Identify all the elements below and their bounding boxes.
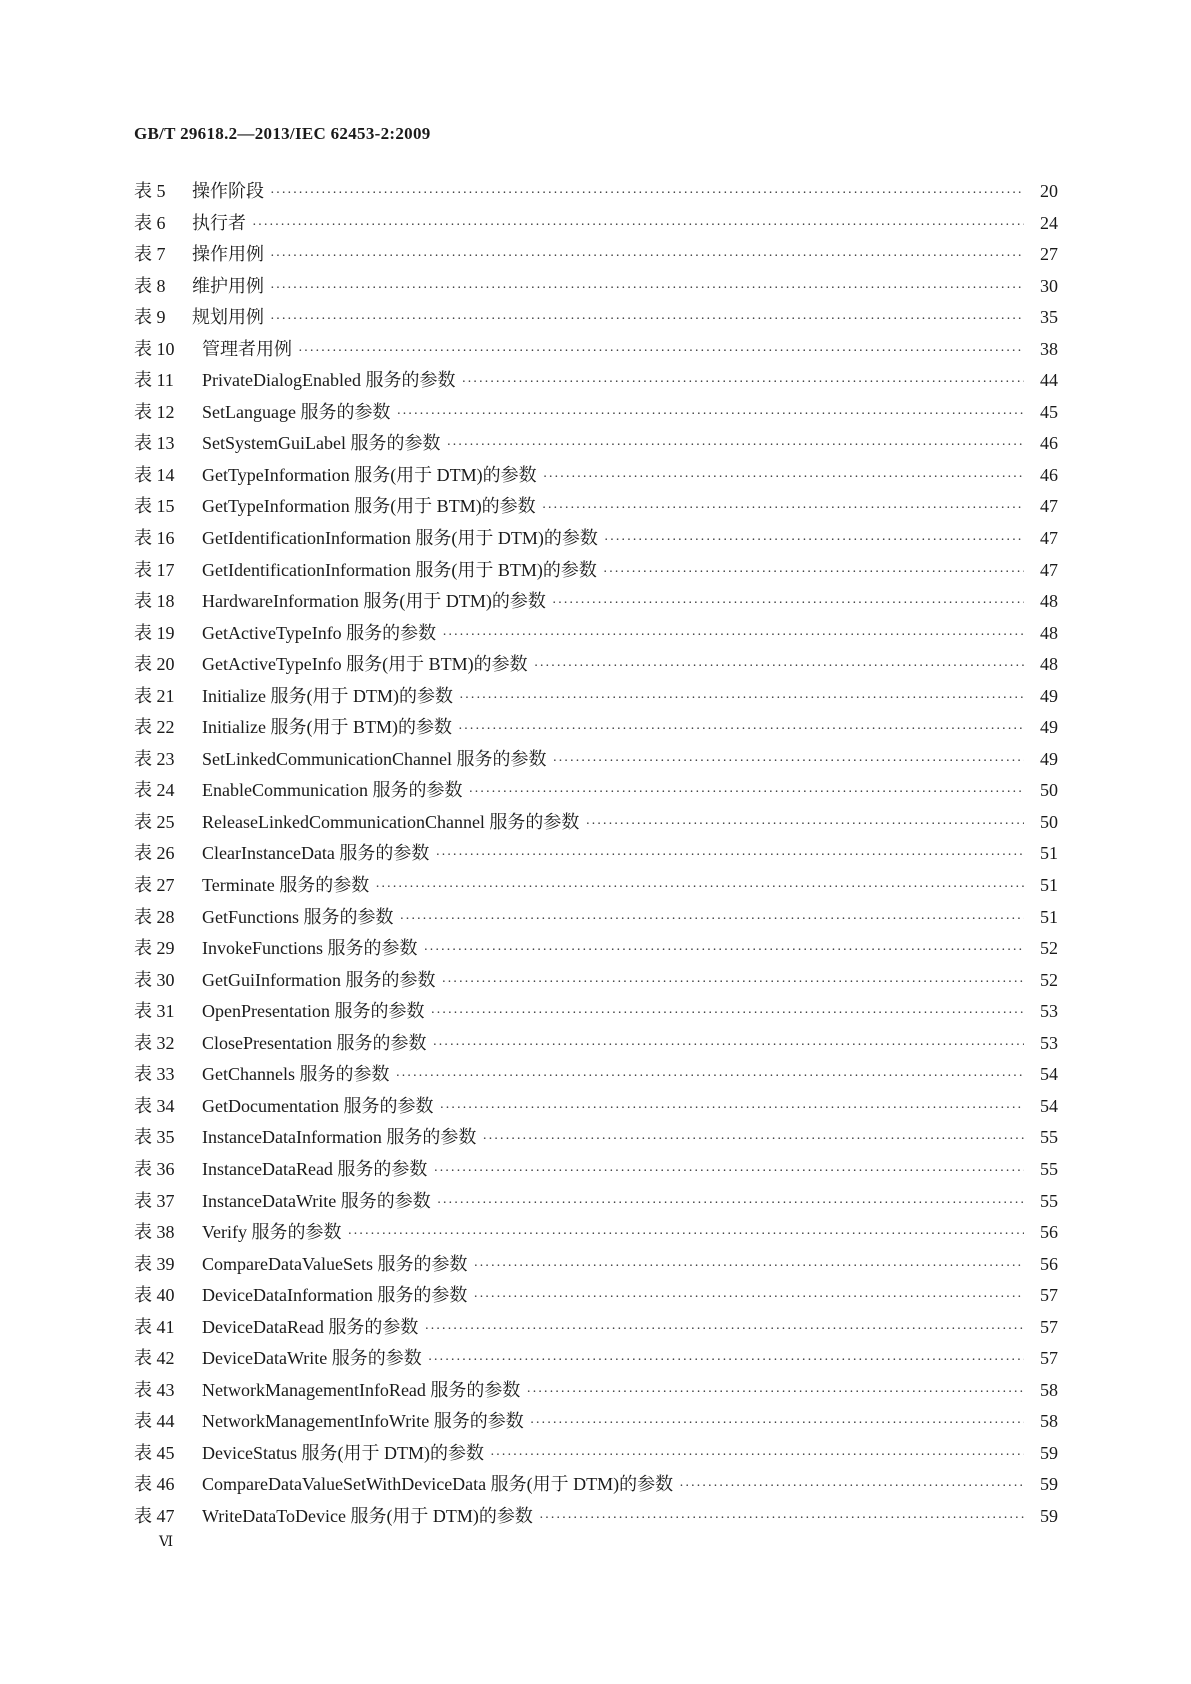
page-number-footer: Ⅵ: [159, 1535, 174, 1550]
toc-row[interactable]: [134, 1376, 1058, 1408]
toc-title: InstanceDataRead 服务的参数: [202, 1158, 428, 1179]
toc-table-number: 表 13: [134, 433, 175, 454]
toc-row[interactable]: [134, 1313, 1058, 1345]
toc-title: CompareDataValueSets 服务的参数: [202, 1253, 468, 1274]
toc-row[interactable]: [134, 177, 1058, 209]
toc-table-number: 表 5: [134, 181, 166, 201]
toc-row[interactable]: [134, 1029, 1058, 1061]
toc-row[interactable]: [134, 1060, 1058, 1092]
toc-row[interactable]: [134, 1155, 1058, 1187]
toc-row[interactable]: [134, 650, 1058, 682]
toc-table-number: 表 41: [134, 1316, 175, 1337]
toc-page-number: 52: [1040, 969, 1058, 990]
toc-title: DeviceDataInformation 服务的参数: [202, 1285, 468, 1306]
toc-table-number: 表 29: [134, 938, 175, 959]
toc-table-number: 表 31: [134, 1001, 175, 1022]
toc-table-number: 表 21: [134, 685, 175, 706]
toc-page-number: 48: [1040, 591, 1058, 612]
toc-table-number: 表 23: [134, 748, 175, 769]
toc-row[interactable]: [134, 839, 1058, 871]
toc-row[interactable]: [134, 366, 1058, 398]
toc-page-number: 47: [1040, 528, 1058, 549]
toc-title: SetLanguage 服务的参数: [202, 401, 391, 422]
toc-page-number: 56: [1040, 1222, 1058, 1243]
dot-leader: [552, 596, 1024, 612]
toc-page-number: 44: [1040, 370, 1058, 391]
dot-leader: [439, 1101, 1024, 1117]
toc-row[interactable]: [134, 713, 1058, 745]
toc-title: Initialize 服务(用于 DTM)的参数: [202, 685, 453, 706]
toc-page-number: 53: [1040, 1032, 1058, 1053]
toc-row[interactable]: [134, 776, 1058, 808]
dot-leader: [433, 1164, 1024, 1180]
toc-table-number: 表 36: [134, 1158, 175, 1179]
toc-table-number: 表 25: [134, 811, 175, 832]
toc-title: DeviceDataRead 服务的参数: [202, 1316, 419, 1337]
toc-page-number: 24: [1040, 212, 1058, 233]
toc-table-number: 表 46: [134, 1474, 175, 1495]
dot-leader: [424, 1322, 1024, 1338]
toc-page-number: 47: [1040, 496, 1058, 517]
toc-row[interactable]: [134, 997, 1058, 1029]
toc-row[interactable]: [134, 903, 1058, 935]
dot-leader: [270, 312, 1024, 328]
dot-leader: [458, 722, 1024, 738]
toc-table-number: 表 24: [134, 780, 175, 801]
toc-row[interactable]: [134, 1187, 1058, 1219]
toc-table-number: 表 40: [134, 1285, 175, 1306]
dot-leader: [430, 1006, 1024, 1022]
dot-leader: [526, 1385, 1024, 1401]
toc-table-number: 表 44: [134, 1411, 175, 1432]
toc-row[interactable]: [134, 492, 1058, 524]
toc-page-number: 50: [1040, 780, 1058, 801]
toc-title: GetTypeInformation 服务(用于 BTM)的参数: [202, 496, 536, 517]
dot-leader: [552, 754, 1024, 770]
dot-leader: [461, 375, 1024, 391]
toc-title: WriteDataToDevice 服务(用于 DTM)的参数: [202, 1505, 533, 1526]
toc-row[interactable]: [134, 619, 1058, 651]
toc-page-number: 38: [1040, 338, 1058, 359]
toc-table-number: 表 20: [134, 654, 175, 675]
toc-page-number: 52: [1040, 938, 1058, 959]
toc-row[interactable]: [134, 1218, 1058, 1250]
toc-title: OpenPresentation 服务的参数: [202, 1001, 425, 1022]
toc-page-number: 51: [1040, 906, 1058, 927]
toc-page-number: 54: [1040, 1095, 1058, 1116]
toc-table-number: 表 15: [134, 496, 175, 517]
toc-row[interactable]: [134, 1407, 1058, 1439]
dot-leader: [424, 943, 1025, 959]
toc-table-number: 表 14: [134, 464, 175, 485]
dot-leader: [459, 691, 1024, 707]
toc-table-number: 表 47: [134, 1505, 175, 1526]
toc-title: GetFunctions 服务的参数: [202, 906, 394, 927]
toc-table-number: 表 9: [134, 307, 166, 328]
toc-row[interactable]: [134, 1281, 1058, 1313]
toc-page-number: 57: [1040, 1316, 1058, 1337]
toc-title: SetLinkedCommunicationChannel 服务的参数: [202, 748, 547, 769]
toc-title: GetActiveTypeInfo 服务的参数: [202, 622, 437, 643]
toc-table-number: 表 34: [134, 1095, 175, 1116]
toc-page-number: 57: [1040, 1285, 1058, 1306]
toc-title: GetActiveTypeInfo 服务(用于 BTM)的参数: [202, 654, 528, 675]
dot-leader: [542, 501, 1024, 517]
toc-table-number: 表 10: [134, 338, 175, 359]
toc-row[interactable]: [134, 1344, 1058, 1376]
toc-table-number: 表 22: [134, 717, 175, 738]
dot-leader: [585, 817, 1024, 833]
toc-table-number: 表 7: [134, 244, 166, 265]
toc-table-number: 表 18: [134, 591, 175, 612]
toc-page-number: 57: [1040, 1348, 1058, 1369]
toc-row[interactable]: [134, 240, 1058, 272]
toc-page-number: 49: [1040, 717, 1058, 738]
toc-row[interactable]: [134, 1123, 1058, 1155]
dot-leader: [441, 975, 1024, 991]
toc-title: GetChannels 服务的参数: [202, 1064, 390, 1085]
toc-page-number: 46: [1040, 464, 1058, 485]
dot-leader: [603, 565, 1024, 581]
toc-page-number: 56: [1040, 1253, 1058, 1274]
toc-row[interactable]: [134, 429, 1058, 461]
toc-page-number: 55: [1040, 1158, 1058, 1179]
toc-title: NetworkManagementInfoWrite 服务的参数: [202, 1411, 524, 1432]
toc-page-number: 53: [1040, 1001, 1058, 1022]
toc-table-number: 表 30: [134, 969, 175, 990]
toc-title: InstanceDataWrite 服务的参数: [202, 1190, 431, 1211]
toc-table-number: 表 38: [134, 1222, 175, 1243]
toc-title: GetIdentificationInformation 服务(用于 BTM)的参数: [202, 559, 597, 580]
toc-page-number: 51: [1040, 875, 1058, 896]
toc-table-number: 表 39: [134, 1253, 175, 1274]
dot-leader: [473, 1259, 1024, 1275]
toc-row[interactable]: [134, 556, 1058, 588]
document-standard-header: GB/T 29618.2—2013/IEC 62453-2:2009: [134, 124, 431, 143]
toc-page-number: 27: [1040, 244, 1058, 265]
toc-title: InstanceDataInformation 服务的参数: [202, 1127, 477, 1148]
dot-leader: [490, 1448, 1024, 1464]
toc-page-number: 49: [1040, 685, 1058, 706]
dot-leader: [543, 470, 1024, 486]
dot-leader: [428, 1353, 1024, 1369]
toc-row[interactable]: [134, 1502, 1058, 1534]
dot-leader: [298, 344, 1024, 360]
toc-row[interactable]: [134, 335, 1058, 367]
dot-leader: [473, 1290, 1024, 1306]
toc-row[interactable]: [134, 682, 1058, 714]
toc-page-number: 51: [1040, 843, 1058, 864]
dot-leader: [395, 1069, 1024, 1085]
toc-row[interactable]: [134, 272, 1058, 304]
toc-page-number: 50: [1040, 811, 1058, 832]
toc-page-number: 45: [1040, 401, 1058, 422]
toc-table-number: 表 35: [134, 1127, 175, 1148]
toc-row[interactable]: [134, 808, 1058, 840]
dot-leader: [468, 785, 1024, 801]
dot-leader: [482, 1132, 1024, 1148]
toc-page-number: 59: [1040, 1442, 1058, 1463]
toc-title: ClearInstanceData 服务的参数: [202, 843, 430, 864]
toc-title: GetTypeInformation 服务(用于 DTM)的参数: [202, 464, 537, 485]
toc-table-number: 表 37: [134, 1190, 175, 1211]
toc-page-number: 54: [1040, 1064, 1058, 1085]
toc-page-number: 30: [1040, 275, 1058, 296]
toc-title: DeviceDataWrite 服务的参数: [202, 1348, 422, 1369]
toc-page-number: 58: [1040, 1411, 1058, 1432]
toc-title: ReleaseLinkedCommunicationChannel 服务的参数: [202, 811, 580, 832]
toc-title: 操作用例: [192, 244, 264, 265]
dot-leader: [270, 281, 1024, 297]
toc-title: PrivateDialogEnabled 服务的参数: [202, 370, 456, 391]
toc-page-number: 46: [1040, 433, 1058, 454]
toc-row[interactable]: [134, 871, 1058, 903]
toc-page-number: 58: [1040, 1379, 1058, 1400]
toc-page-number: 35: [1040, 307, 1058, 328]
toc-row[interactable]: [134, 745, 1058, 777]
toc-page-number: 20: [1040, 181, 1058, 201]
toc-title: Terminate 服务的参数: [202, 875, 370, 896]
toc-table-number: 表 19: [134, 622, 175, 643]
toc-title: 维护用例: [192, 275, 264, 296]
toc-page-number: 48: [1040, 654, 1058, 675]
dot-leader: [534, 659, 1024, 675]
toc-title: 管理者用例: [202, 338, 292, 359]
toc-title: EnableCommunication 服务的参数: [202, 780, 463, 801]
toc-row[interactable]: [134, 1439, 1058, 1471]
toc-title: ClosePresentation 服务的参数: [202, 1032, 427, 1053]
toc-title: CompareDataValueSetWithDeviceData 服务(用于 DTM)的参数: [202, 1474, 674, 1495]
toc-title: SetSystemGuiLabel 服务的参数: [202, 433, 441, 454]
dot-leader: [347, 1227, 1024, 1243]
toc-title: 操作阶段: [192, 181, 264, 201]
toc-table-number: 表 6: [134, 212, 166, 233]
toc-page-number: 59: [1040, 1474, 1058, 1495]
toc-row[interactable]: [134, 1092, 1058, 1124]
dot-leader: [679, 1479, 1024, 1495]
toc-row[interactable]: [134, 524, 1058, 556]
dot-leader: [400, 912, 1025, 928]
toc-title: GetDocumentation 服务的参数: [202, 1095, 434, 1116]
toc-title: HardwareInformation 服务(用于 DTM)的参数: [202, 591, 546, 612]
toc-row[interactable]: [134, 966, 1058, 998]
toc-title: 规划用例: [192, 307, 264, 328]
toc-title: Initialize 服务(用于 BTM)的参数: [202, 717, 452, 738]
dot-leader: [252, 218, 1024, 234]
dot-leader: [270, 186, 1024, 202]
dot-leader: [375, 880, 1024, 896]
toc-table-number: 表 32: [134, 1032, 175, 1053]
toc-row[interactable]: [134, 934, 1058, 966]
dot-leader: [446, 438, 1024, 454]
toc-row[interactable]: [134, 398, 1058, 430]
toc-title: NetworkManagementInfoRead 服务的参数: [202, 1379, 521, 1400]
dot-leader: [530, 1416, 1024, 1432]
toc-row[interactable]: [134, 461, 1058, 493]
toc-row[interactable]: [134, 1470, 1058, 1502]
toc-title: Verify 服务的参数: [202, 1222, 342, 1243]
toc-page-number: 55: [1040, 1127, 1058, 1148]
toc-table-number: 表 45: [134, 1442, 175, 1463]
dot-leader: [432, 1038, 1024, 1054]
toc-page-number: 59: [1040, 1505, 1058, 1526]
toc-row[interactable]: [134, 1250, 1058, 1282]
table-of-contents: [134, 177, 1058, 1534]
toc-table-number: 表 33: [134, 1064, 175, 1085]
dot-leader: [435, 848, 1024, 864]
toc-page-number: 48: [1040, 622, 1058, 643]
toc-row[interactable]: [134, 587, 1058, 619]
dot-leader: [539, 1511, 1024, 1527]
toc-row[interactable]: [134, 209, 1058, 241]
dot-leader: [604, 533, 1024, 549]
dot-leader: [442, 628, 1024, 644]
toc-table-number: 表 26: [134, 843, 175, 864]
toc-table-number: 表 12: [134, 401, 175, 422]
toc-title: 执行者: [192, 212, 246, 233]
toc-table-number: 表 17: [134, 559, 175, 580]
toc-table-number: 表 8: [134, 275, 166, 296]
toc-table-number: 表 42: [134, 1348, 175, 1369]
dot-leader: [437, 1196, 1024, 1212]
toc-row[interactable]: [134, 303, 1058, 335]
dot-leader: [396, 407, 1024, 423]
toc-title: DeviceStatus 服务(用于 DTM)的参数: [202, 1442, 484, 1463]
toc-table-number: 表 28: [134, 906, 175, 927]
toc-title: GetGuiInformation 服务的参数: [202, 969, 436, 990]
toc-table-number: 表 11: [134, 370, 174, 391]
toc-table-number: 表 43: [134, 1379, 175, 1400]
toc-table-number: 表 16: [134, 528, 175, 549]
toc-page-number: 47: [1040, 559, 1058, 580]
dot-leader: [270, 249, 1024, 265]
toc-page-number: 55: [1040, 1190, 1058, 1211]
toc-table-number: 表 27: [134, 875, 175, 896]
toc-title: GetIdentificationInformation 服务(用于 DTM)的参数: [202, 528, 598, 549]
toc-page-number: 49: [1040, 748, 1058, 769]
toc-title: InvokeFunctions 服务的参数: [202, 938, 418, 959]
